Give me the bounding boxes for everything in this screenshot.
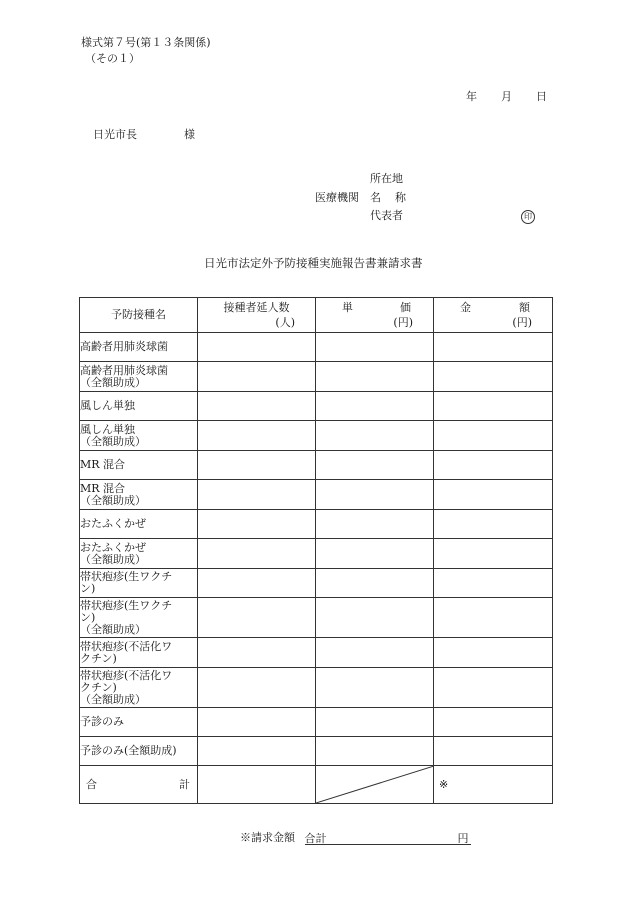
report-table xyxy=(79,297,553,804)
vaccine-name-cell xyxy=(80,392,198,421)
table-row xyxy=(80,539,553,569)
vaccine-name-line: クチン) xyxy=(80,651,117,665)
date-day-label: 日 xyxy=(536,90,547,103)
header-unit-price-2: 価 xyxy=(400,301,411,314)
unit-price-cell[interactable] xyxy=(316,668,434,708)
count-cell[interactable] xyxy=(198,510,316,539)
vaccine-name-line: クチン) xyxy=(80,680,117,694)
amount-cell[interactable] xyxy=(434,392,553,421)
table-row xyxy=(80,451,553,480)
count-cell[interactable] xyxy=(198,480,316,510)
header-unit-price xyxy=(316,298,434,333)
table-row xyxy=(80,737,553,766)
count-cell[interactable] xyxy=(198,668,316,708)
total-row xyxy=(80,766,553,804)
table-row xyxy=(80,392,553,421)
recipient-honorific: 様 xyxy=(184,128,195,141)
amount-cell[interactable] xyxy=(434,510,553,539)
name-label-1: 名 xyxy=(370,191,381,204)
vaccine-name-line: 風しん単独 xyxy=(80,399,135,412)
recipient-title: 日光市長 xyxy=(93,128,137,141)
header-unit-price-1: 単 xyxy=(342,301,353,314)
amount-cell[interactable] xyxy=(434,708,553,737)
table-row xyxy=(80,333,553,362)
vaccine-name-cell xyxy=(80,480,198,510)
amount-cell[interactable] xyxy=(434,539,553,569)
vaccine-name-cell xyxy=(80,668,198,708)
form-number: 様式第７号(第１３条関係) xyxy=(81,36,211,49)
count-cell[interactable] xyxy=(198,737,316,766)
amount-cell[interactable] xyxy=(434,668,553,708)
amount-cell[interactable] xyxy=(434,569,553,598)
unit-price-cell[interactable] xyxy=(316,638,434,668)
billing-yen-unit: 円 xyxy=(457,832,469,845)
amount-cell[interactable] xyxy=(434,451,553,480)
total-unit-price-cell xyxy=(316,766,434,804)
vaccine-name-line: 予診のみ xyxy=(80,715,124,728)
vaccine-name-line: （全額助成） xyxy=(80,552,146,566)
vaccine-name-line: おたふくかぜ xyxy=(80,517,146,530)
vaccine-name-line: （全額助成） xyxy=(80,375,146,389)
header-unit-price-unit: (円) xyxy=(393,316,413,329)
vaccine-name-line: （全額助成） xyxy=(80,493,146,507)
table-row xyxy=(80,638,553,668)
count-cell[interactable] xyxy=(198,451,316,480)
total-count-cell[interactable] xyxy=(198,766,316,804)
table-row xyxy=(80,510,553,539)
unit-price-cell[interactable] xyxy=(316,737,434,766)
vaccine-name-line: （全額助成） xyxy=(80,434,146,448)
vaccine-name-cell xyxy=(80,569,198,598)
unit-price-cell[interactable] xyxy=(316,333,434,362)
vaccine-name-cell xyxy=(80,421,198,451)
vaccine-name-cell xyxy=(80,510,198,539)
date-year-label: 年 xyxy=(466,90,477,103)
vaccine-name-cell xyxy=(80,708,198,737)
header-amount-unit: (円) xyxy=(512,316,532,329)
table-header-row xyxy=(80,298,553,333)
header-amount xyxy=(434,298,553,333)
diagonal-strike xyxy=(316,766,434,803)
amount-cell[interactable] xyxy=(434,638,553,668)
table-row xyxy=(80,421,553,451)
unit-price-cell[interactable] xyxy=(316,392,434,421)
vaccine-name-cell xyxy=(80,737,198,766)
table-row xyxy=(80,569,553,598)
vaccine-name-cell xyxy=(80,362,198,392)
amount-cell[interactable] xyxy=(434,362,553,392)
address-label: 所在地 xyxy=(370,172,403,185)
vaccine-name-line: 帯状疱疹(不活化ワ xyxy=(80,639,173,653)
count-cell[interactable] xyxy=(198,598,316,638)
vaccine-name-line: MR 混合 xyxy=(80,481,126,495)
document-title: 日光市法定外予防接種実施報告書兼請求書 xyxy=(204,256,423,270)
unit-price-cell[interactable] xyxy=(316,708,434,737)
amount-cell[interactable] xyxy=(434,333,553,362)
amount-cell[interactable] xyxy=(434,737,553,766)
header-count-label: 接種者延人数 xyxy=(223,301,290,314)
amount-cell[interactable] xyxy=(434,421,553,451)
table-row xyxy=(80,362,553,392)
vaccine-name-line: （全額助成） xyxy=(80,692,146,706)
unit-price-cell[interactable] xyxy=(316,569,434,598)
header-count-unit: (人) xyxy=(275,316,295,329)
unit-price-cell[interactable] xyxy=(316,480,434,510)
form-subtitle: （その１） xyxy=(85,52,140,65)
vaccine-name-cell xyxy=(80,598,198,638)
vaccine-name-line: 帯状疱疹(不活化ワ xyxy=(80,668,173,682)
header-amount-1: 金 xyxy=(460,301,471,314)
table-row xyxy=(80,668,553,708)
unit-price-cell[interactable] xyxy=(316,451,434,480)
billing-summary xyxy=(240,829,471,845)
billing-total-label: 合計 xyxy=(304,832,327,845)
total-label-1: 合 xyxy=(86,777,97,791)
date-month-label: 月 xyxy=(501,90,512,103)
amount-cell[interactable] xyxy=(434,480,553,510)
vaccine-name-cell xyxy=(80,451,198,480)
unit-price-cell[interactable] xyxy=(316,598,434,638)
header-count xyxy=(198,298,316,333)
vaccine-name-line: 帯状疱疹(生ワクチ xyxy=(80,570,173,583)
vaccine-name-line: 帯状疱疹(生ワクチ xyxy=(80,598,173,612)
total-amount-cell[interactable] xyxy=(434,766,553,804)
total-note-mark: ※ xyxy=(439,777,449,791)
vaccine-name-line: （全額助成） xyxy=(80,622,146,636)
vaccine-name-line: 風しん単独 xyxy=(80,422,135,436)
vaccine-name-line: 高齢者用肺炎球菌 xyxy=(80,363,168,377)
vaccine-name-line: ン) xyxy=(80,582,96,595)
table-row xyxy=(80,480,553,510)
vaccine-name-cell xyxy=(80,539,198,569)
count-cell[interactable] xyxy=(198,362,316,392)
unit-price-cell[interactable] xyxy=(316,510,434,539)
representative-label: 代表者 xyxy=(370,209,403,222)
billing-amount-line xyxy=(305,830,471,845)
unit-price-cell[interactable] xyxy=(316,362,434,392)
header-vaccine-label: 予防接種名 xyxy=(111,308,166,321)
billing-amount-label: ※請求金額 xyxy=(240,831,295,844)
name-label-2: 称 xyxy=(395,191,406,204)
header-vaccine xyxy=(80,298,198,333)
count-cell[interactable] xyxy=(198,333,316,362)
count-cell[interactable] xyxy=(198,638,316,668)
vaccine-name-line: 予診のみ(全額助成) xyxy=(80,744,177,757)
amount-cell[interactable] xyxy=(434,598,553,638)
table-row xyxy=(80,598,553,638)
total-label-cell xyxy=(80,766,198,804)
vaccine-name-line: 高齢者用肺炎球菌 xyxy=(80,340,168,353)
vaccine-name-cell xyxy=(80,333,198,362)
count-cell[interactable] xyxy=(198,569,316,598)
count-cell[interactable] xyxy=(198,539,316,569)
count-cell[interactable] xyxy=(198,708,316,737)
medical-institution-label: 医療機関 xyxy=(315,191,359,204)
header-amount-2: 額 xyxy=(519,301,530,314)
table-row xyxy=(80,708,553,737)
total-label-2: 計 xyxy=(179,777,190,791)
count-cell[interactable] xyxy=(198,421,316,451)
unit-price-cell[interactable] xyxy=(316,539,434,569)
vaccine-name-line: MR 混合 xyxy=(80,458,126,471)
seal-icon: 印 xyxy=(521,210,535,224)
count-cell[interactable] xyxy=(198,392,316,421)
vaccine-name-cell xyxy=(80,638,198,668)
seal-mark xyxy=(521,209,535,224)
vaccine-name-line: ン) xyxy=(80,610,96,624)
vaccine-name-line: おたふくかぜ xyxy=(80,540,146,554)
unit-price-cell[interactable] xyxy=(316,421,434,451)
